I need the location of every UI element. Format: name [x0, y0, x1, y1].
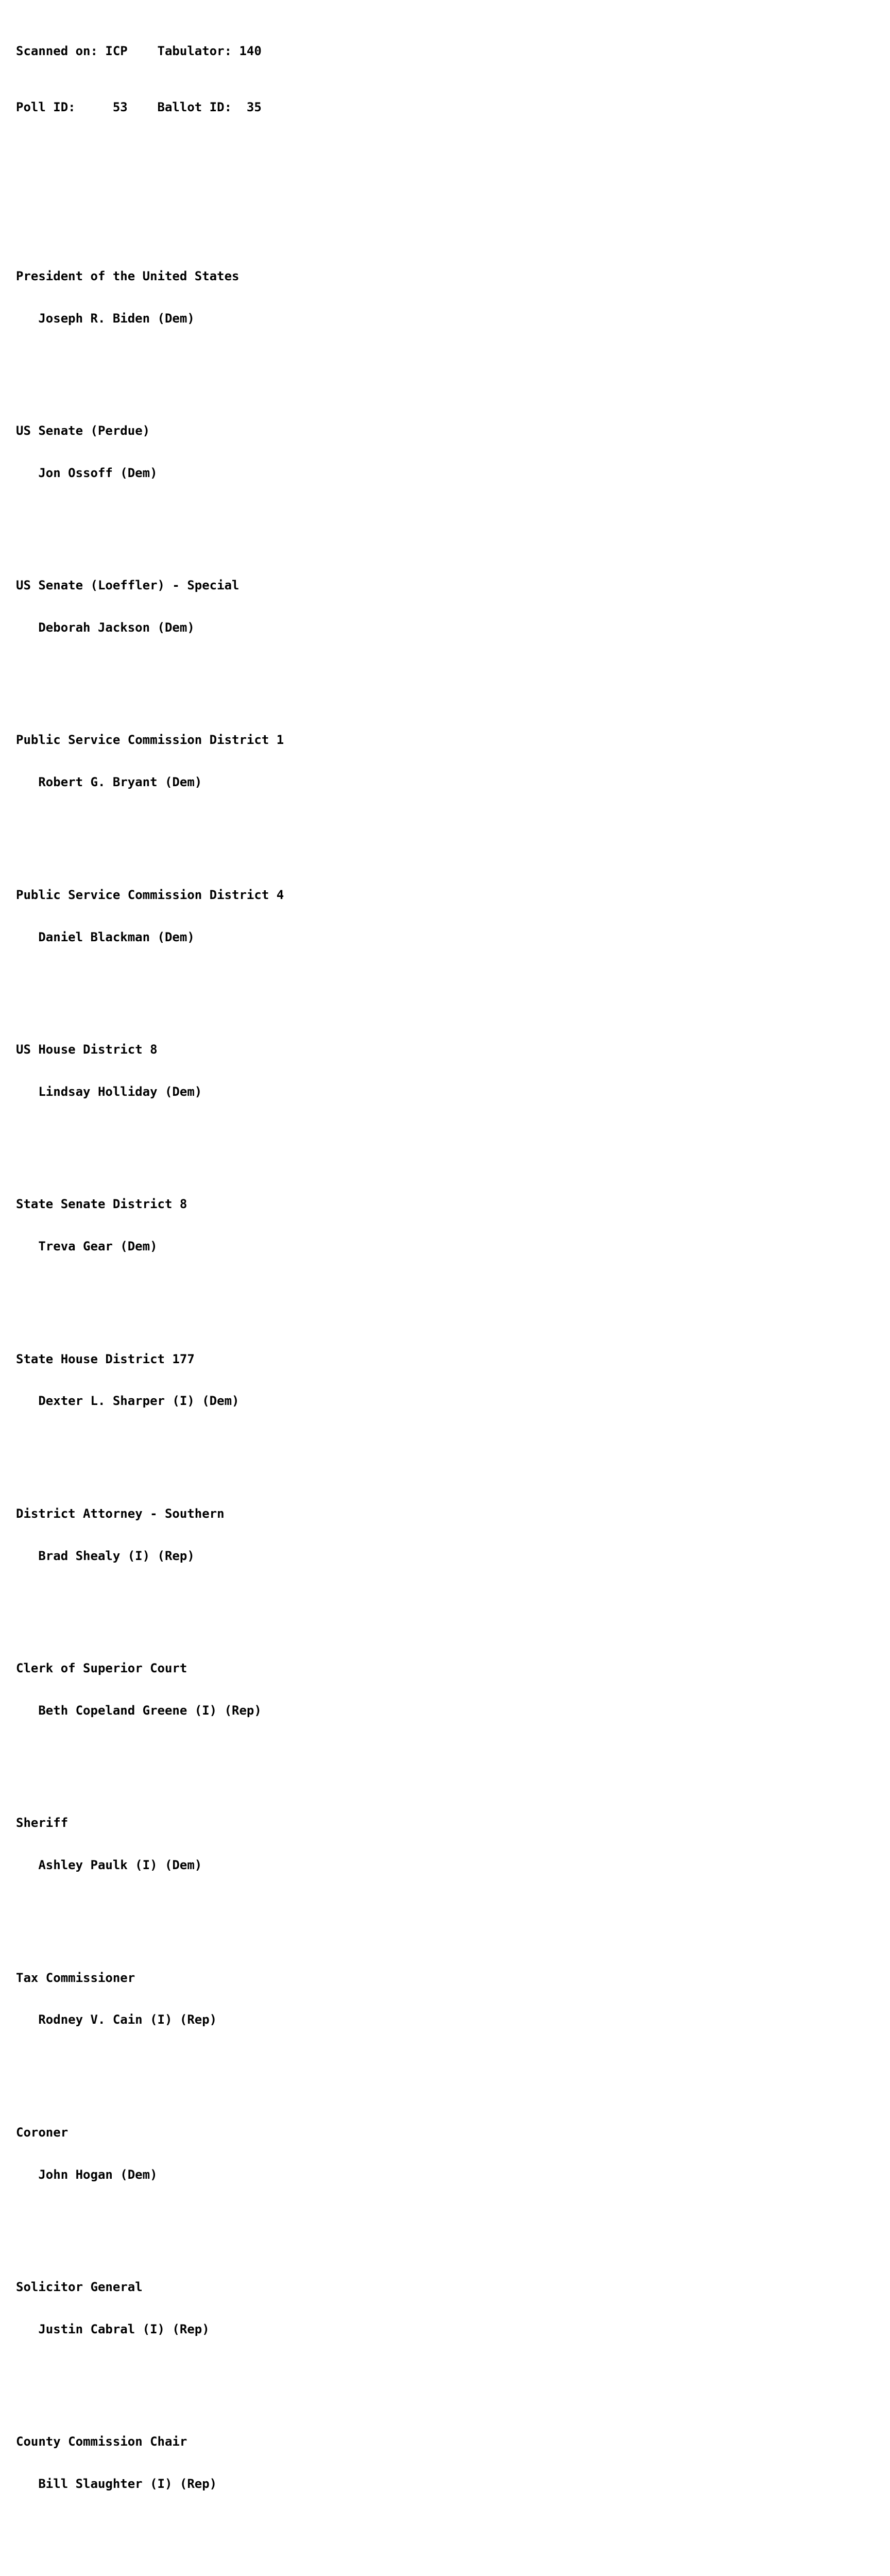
- contest-block: [16, 2407, 284, 2519]
- contest-title: State Senate District 8: [16, 1197, 187, 1212]
- contest-block: [16, 1479, 284, 1591]
- contest-block: [16, 1943, 284, 2055]
- contest-block: [16, 241, 284, 353]
- contest-block: [16, 396, 284, 508]
- blank-line: [16, 157, 284, 171]
- scanned-on-label: Scanned on:: [16, 43, 98, 58]
- contest-selection: Treva Gear (Dem): [38, 1239, 158, 1254]
- contest-block: [16, 1633, 284, 1745]
- contest-title: Coroner: [16, 2125, 69, 2140]
- contest-selection: Daniel Blackman (Dem): [38, 929, 195, 944]
- contest-title: Public Service Commission District 4: [16, 887, 284, 902]
- contest-selection: Robert G. Bryant (Dem): [38, 775, 202, 790]
- contest-title: US House District 8: [16, 1042, 158, 1057]
- contest-selection: Ashley Paulk (I) (Dem): [38, 1858, 202, 1873]
- contest-title: District Attorney - Southern: [16, 1506, 225, 1521]
- contest-block: [16, 705, 284, 818]
- header-line-1: [16, 44, 284, 58]
- contest-title: US Senate (Perdue): [16, 423, 150, 438]
- contest-title: County Commission Chair: [16, 2434, 187, 2449]
- contest-title: Sheriff: [16, 1816, 69, 1831]
- header-line-2: [16, 100, 284, 114]
- contest-selection: Brad Shealy (I) (Rep): [38, 1548, 195, 1563]
- contest-title: President of the United States: [16, 268, 239, 283]
- contest-selection: Jon Ossoff (Dem): [38, 465, 158, 480]
- poll-id-label: Poll ID:: [16, 100, 76, 115]
- contest-selection: Beth Copeland Greene (I) (Rep): [38, 1703, 262, 1718]
- contest-selection: Bill Slaughter (I) (Rep): [38, 2477, 217, 2492]
- contest-block: [16, 1324, 284, 1436]
- contest-list: [16, 213, 284, 2576]
- tabulator-label: Tabulator:: [157, 43, 232, 58]
- contest-title: Clerk of Superior Court: [16, 1661, 187, 1676]
- contest-selection: Dexter L. Sharper (I) (Dem): [38, 1394, 239, 1409]
- contest-block: [16, 2097, 284, 2210]
- contest-selection: Joseph R. Biden (Dem): [38, 311, 195, 326]
- contest-block: [16, 1170, 284, 1282]
- ballot-id-label: Ballot ID:: [157, 100, 232, 115]
- contest-selection: Rodney V. Cain (I) (Rep): [38, 2012, 217, 2027]
- contest-block: [16, 2562, 284, 2576]
- cast-vote-record: [16, 2, 284, 2576]
- contest-title: US Senate (Loeffler) - Special: [16, 578, 239, 593]
- contest-block: [16, 1014, 284, 1127]
- contest-selection: John Hogan (Dem): [38, 2167, 158, 2182]
- tabulator-value: 140: [239, 43, 262, 58]
- contest-title: Public Service Commission District 1: [16, 733, 284, 748]
- ballot-id-value: 35: [246, 100, 262, 115]
- poll-id-value: 53: [112, 100, 128, 115]
- contest-block: [16, 2252, 284, 2365]
- contest-selection: Lindsay Holliday (Dem): [38, 1084, 202, 1099]
- contest-selection: Justin Cabral (I) (Rep): [38, 2321, 210, 2336]
- scanned-on-value: ICP: [105, 43, 128, 58]
- contest-block: [16, 860, 284, 972]
- contest-block: [16, 1788, 284, 1901]
- contest-title: State House District 177: [16, 1351, 195, 1366]
- contest-block: [16, 551, 284, 663]
- contest-title: Tax Commissioner: [16, 1970, 135, 1985]
- contest-selection: Deborah Jackson (Dem): [38, 620, 195, 635]
- contest-title: Solicitor General: [16, 2280, 143, 2295]
